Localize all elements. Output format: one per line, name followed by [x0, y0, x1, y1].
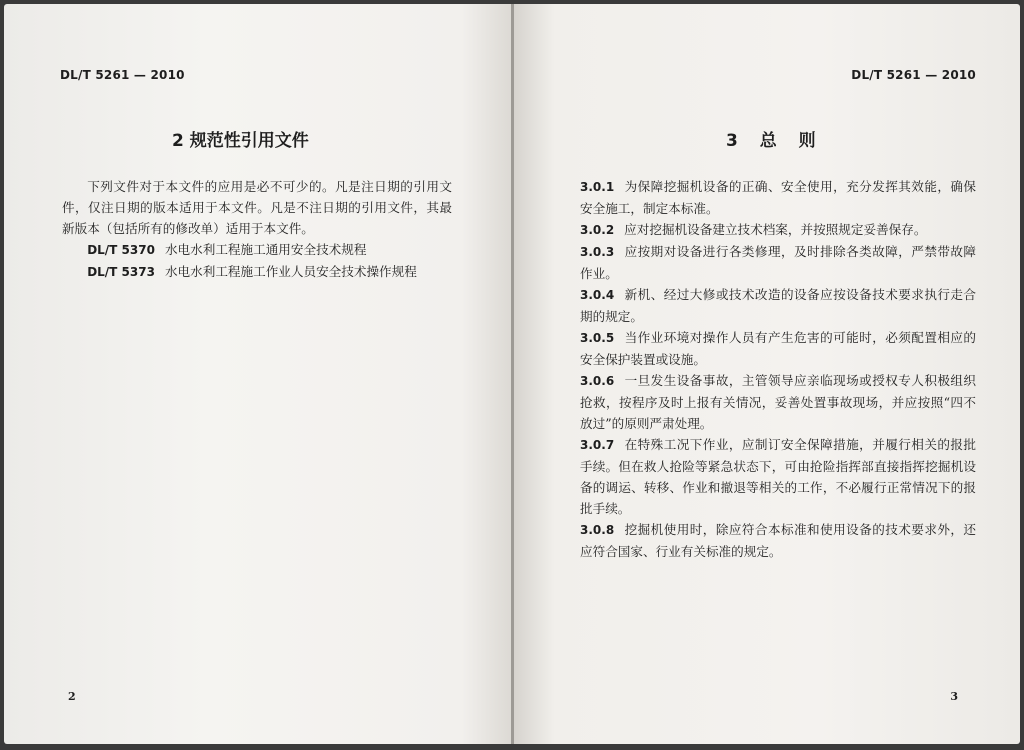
reference-item	[62, 239, 452, 261]
running-head: DL/T 5261 — 2010	[851, 68, 976, 82]
intro-paragraph: 下列文件对于本文件的应用是必不可少的。凡是注日期的引用文件，仅注日期的版本适用于本文件。凡是不注日期的引用文件，其最新版本（包括所有的修改单）适用于本文件。	[62, 179, 452, 236]
clause-number: 3.0.7	[580, 438, 615, 452]
body-text	[580, 176, 976, 562]
clause	[580, 219, 976, 241]
clause-text: 当作业环境对操作人员有产生危害的可能时，必须配置相应的安全保护装置或设施。	[580, 330, 976, 367]
clause-text: 挖掘机使用时，除应符合本标准和使用设备的技术要求外，还应符合国家、行业有关标准的规定。	[580, 522, 976, 559]
body-text	[62, 176, 452, 283]
page-number: 3	[950, 690, 958, 703]
clause-text: 应按期对设备进行各类修理，及时排除各类故障，严禁带故障作业。	[580, 244, 976, 281]
reference-code: DL/T 5373	[87, 265, 155, 279]
clause-number: 3.0.4	[580, 288, 615, 302]
clause	[580, 284, 976, 327]
clause	[580, 519, 976, 562]
clause-text: 在特殊工况下作业，应制订安全保障措施，并履行相关的报批手续。但在救人抢险等紧急状态下，可由抢险指挥部直接指挥挖掘机设备的调运、转移、作业和撤退等相关的工作，不必履行正常情况下的报批手续。	[580, 437, 976, 516]
clause-text: 一旦发生设备事故，主管领导应亲临现场或授权专人积极组织抢救，按程序及时上报有关情况，妥善处置事故现场，并应按照“四不放过”的原则严肃处理。	[580, 373, 976, 431]
clause	[580, 370, 976, 434]
clause	[580, 327, 976, 370]
clause-number: 3.0.6	[580, 374, 615, 388]
reference-title: 水电水利工程施工通用安全技术规程	[164, 242, 367, 257]
reference-code: DL/T 5370	[87, 243, 155, 257]
chapter-title: 2 规范性引用文件	[172, 131, 309, 151]
clause-number: 3.0.1	[580, 180, 615, 194]
page-number: 2	[68, 690, 76, 703]
right-page	[514, 4, 1020, 744]
clause-text: 为保障挖掘机设备的正确、安全使用，充分发挥其效能，确保安全施工，制定本标准。	[580, 179, 976, 216]
clause-text: 新机、经过大修或技术改造的设备应按设备技术要求执行走合期的规定。	[580, 287, 976, 324]
reference-title: 水电水利工程施工作业人员安全技术操作规程	[164, 264, 417, 279]
clause	[580, 434, 976, 519]
clause-number: 3.0.5	[580, 331, 615, 345]
reference-item	[62, 261, 452, 283]
running-head: DL/T 5261 — 2010	[60, 68, 185, 82]
clause-text: 应对挖掘机设备建立技术档案，并按照规定妥善保存。	[624, 222, 927, 237]
clause-number: 3.0.3	[580, 245, 615, 259]
clause	[580, 176, 976, 219]
clause-number: 3.0.2	[580, 223, 615, 237]
clause-number: 3.0.8	[580, 523, 615, 537]
left-page	[4, 4, 512, 744]
clause	[580, 241, 976, 284]
chapter-title: 3 总 则	[726, 131, 824, 151]
